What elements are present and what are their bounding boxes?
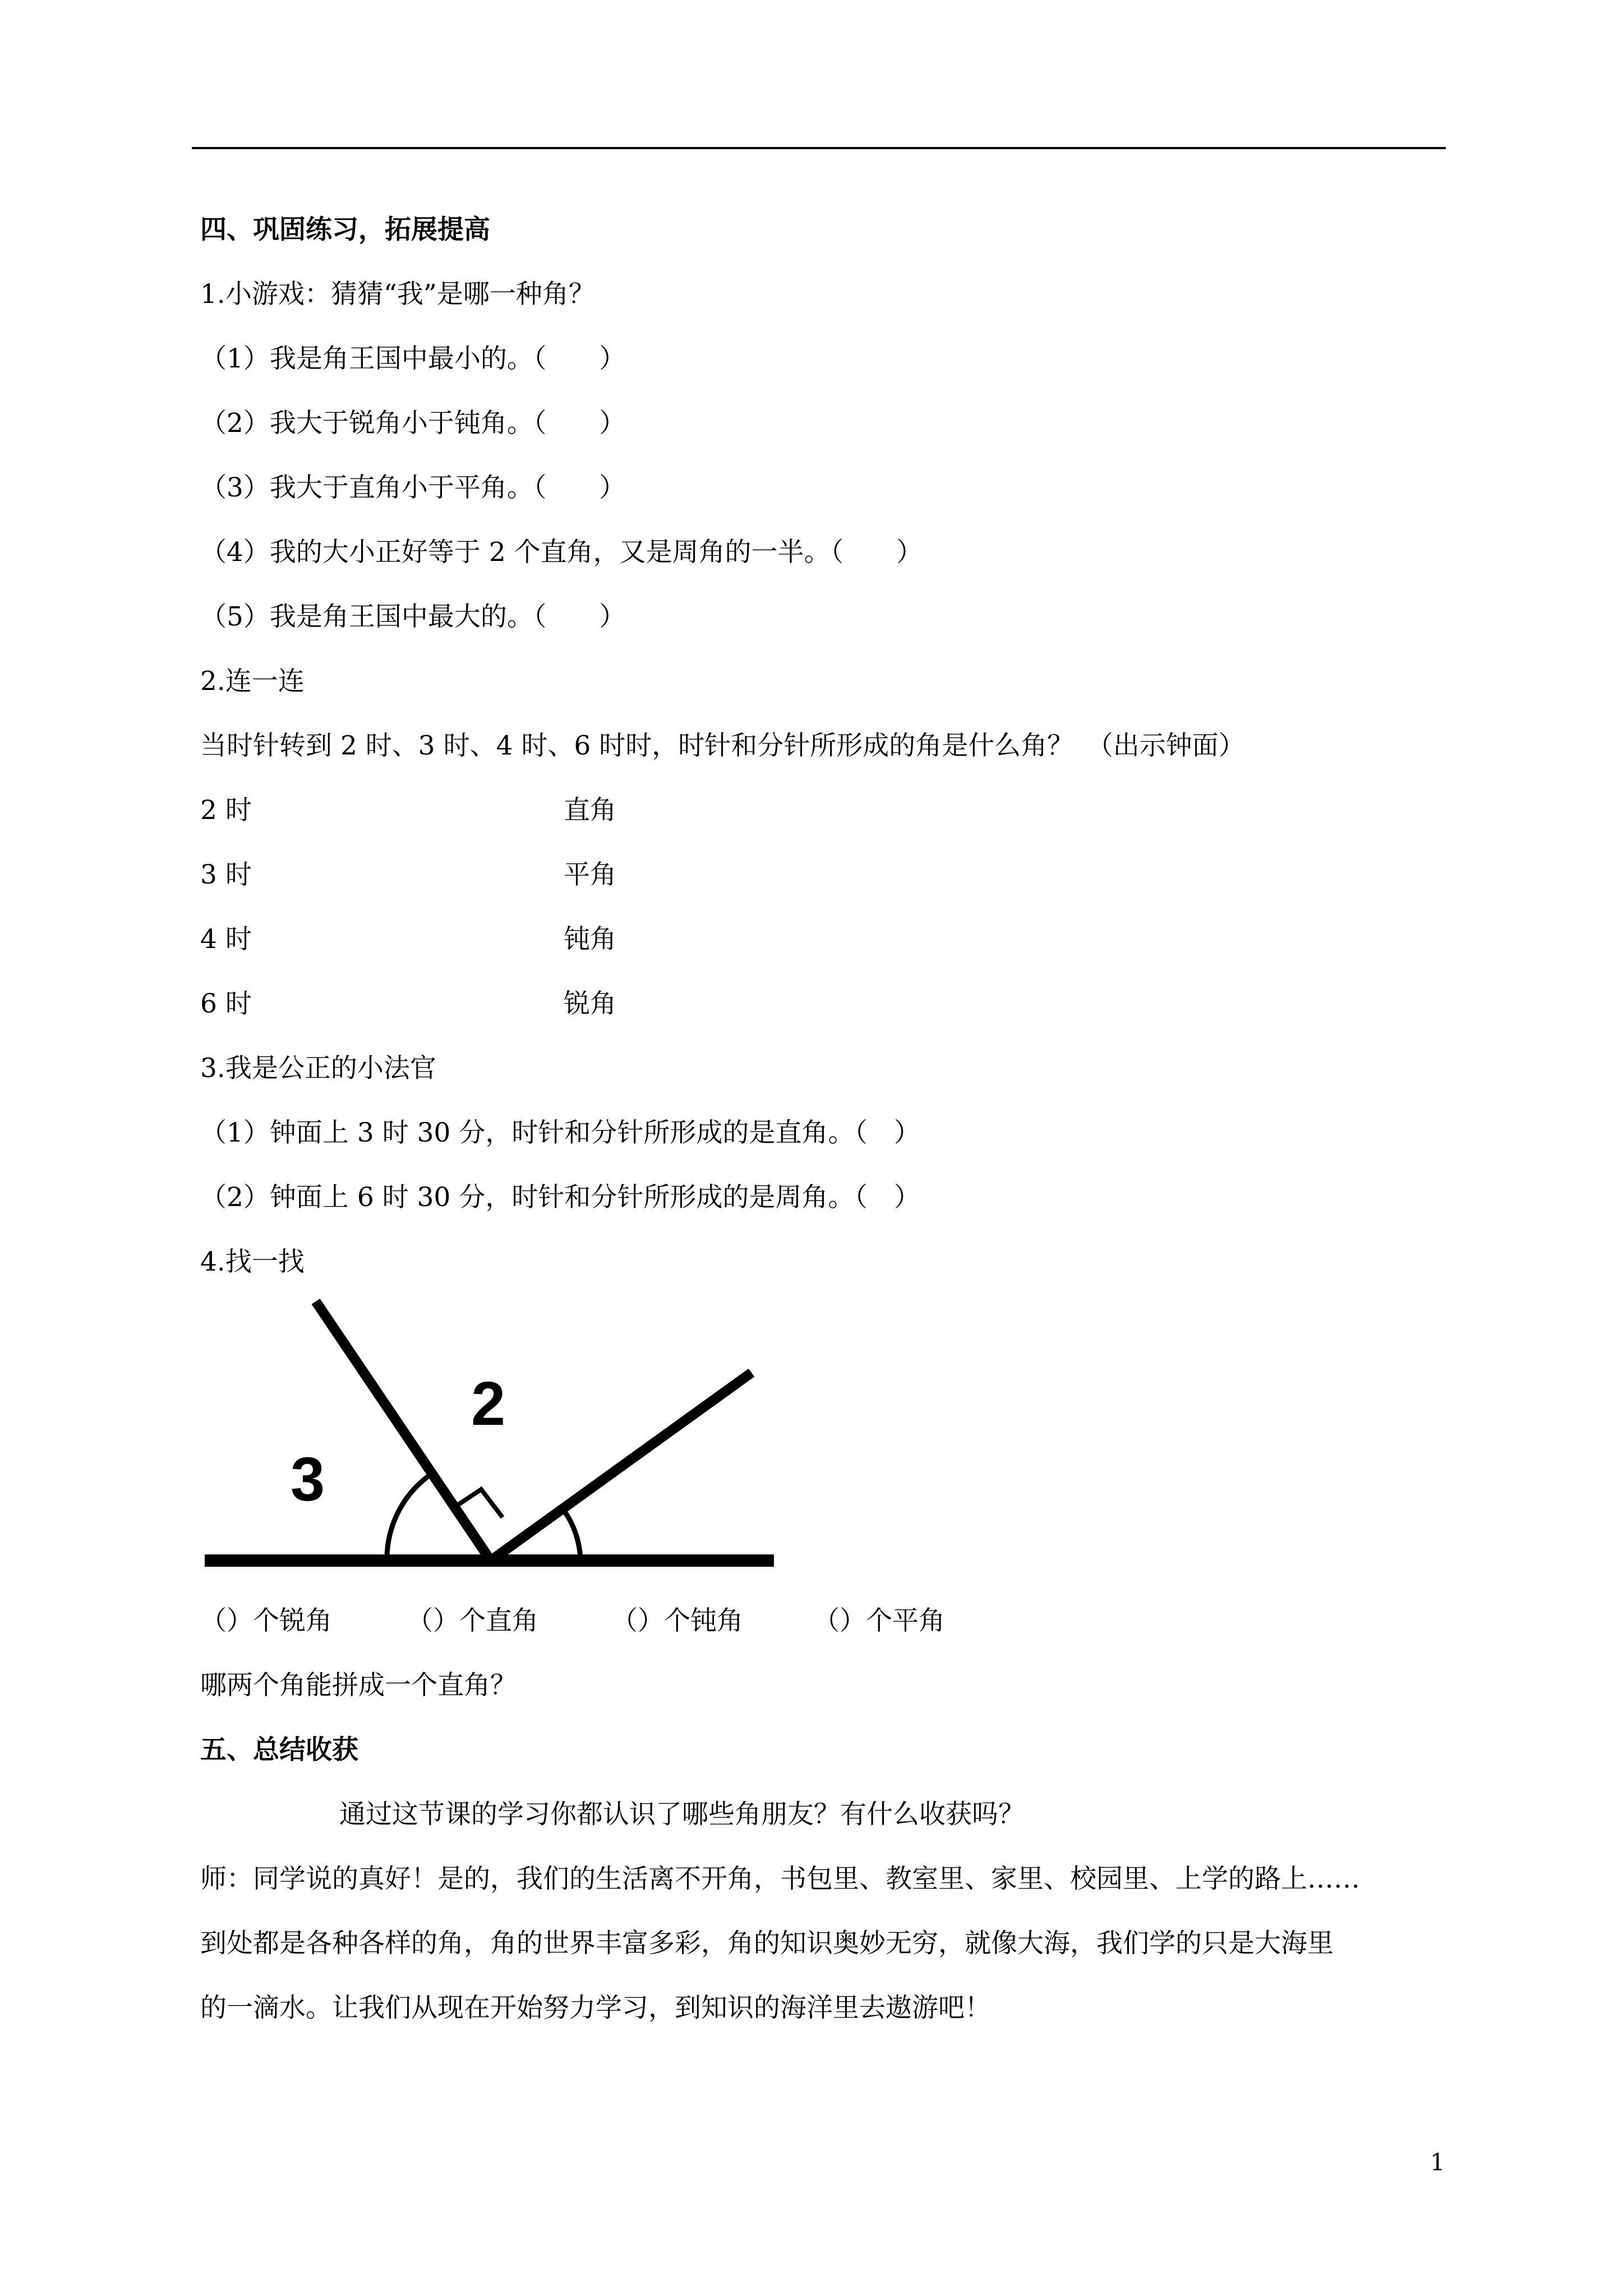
answer-obtuse-count: （）个钝角 — [611, 1605, 743, 1636]
page-number: 1 — [1430, 2148, 1445, 2176]
header-rule — [192, 147, 1446, 149]
summary-line: 通过这节课的学习你都认识了哪些角朋友？有什么收获吗？ — [339, 1799, 1025, 1830]
summary-line: 师：同学说的真好！是的，我们的生活离不开角，书包里、教室里、家里、校园里、上学的路上…… — [200, 1864, 1360, 1894]
angle-figure — [196, 1290, 785, 1582]
q3-item: （1）钟面上 3 时 30 分，时针和分针所形成的是直角。（ ） — [200, 1117, 920, 1148]
q1-item: （1）我是角王国中最小的。（ ） — [200, 343, 626, 374]
match-right-item: 直角 — [564, 795, 616, 826]
section4-heading: 四、巩固练习，拓展提高 — [200, 214, 490, 245]
q3-title: 3.我是公正的小法官 — [200, 1053, 436, 1084]
match-left-item: 2 时 — [200, 795, 252, 826]
section5-heading: 五、总结收获 — [200, 1734, 358, 1765]
match-left-item: 6 时 — [200, 988, 252, 1019]
answer-straight-count: （）个平角 — [813, 1605, 945, 1636]
right-ray — [491, 1373, 751, 1561]
q1-item: （3）我大于直角小于平角。（ ） — [200, 472, 626, 503]
match-right-item: 平角 — [564, 859, 616, 890]
q4-title: 4.找一找 — [200, 1246, 305, 1277]
q3-item: （2）钟面上 6 时 30 分，时针和分针所形成的是周角。（ ） — [200, 1182, 920, 1213]
q1-title: 1.小游戏：猜猜“我”是哪一种角？ — [200, 279, 595, 310]
q1-item: （4）我的大小正好等于 2 个直角，又是周角的一半。（ ） — [200, 537, 923, 568]
figure-label-2: 2 — [471, 1369, 506, 1438]
angle-arc-left — [387, 1474, 432, 1561]
q1-item: （5）我是角王国中最大的。（ ） — [200, 601, 626, 632]
match-left-item: 3 时 — [200, 859, 252, 890]
summary-line: 到处都是各种各样的角，角的世界丰富多彩，角的知识奥妙无穷，就像大海，我们学的只是大海里 — [200, 1928, 1334, 1959]
answer-acute-count: （）个锐角 — [200, 1605, 332, 1636]
q4-question: 哪两个角能拼成一个直角？ — [200, 1670, 517, 1701]
angle-arc-right — [564, 1510, 580, 1561]
figure-label-3: 3 — [291, 1445, 325, 1514]
q2-prompt: 当时针转到 2 时、3 时、4 时、6 时时，时针和分针所形成的角是什么角？ （出示钟面） — [200, 730, 1245, 761]
summary-line: 的一滴水。让我们从现在开始努力学习，到知识的海洋里去遨游吧！ — [200, 1993, 991, 2023]
left-ray — [316, 1301, 491, 1561]
q2-title: 2.连一连 — [200, 666, 305, 697]
match-left-item: 4 时 — [200, 924, 252, 955]
match-right-item: 钝角 — [564, 924, 616, 955]
match-right-item: 锐角 — [564, 988, 616, 1019]
answer-right-count: （）个直角 — [407, 1605, 538, 1636]
q1-item: （2）我大于锐角小于钝角。（ ） — [200, 408, 626, 439]
